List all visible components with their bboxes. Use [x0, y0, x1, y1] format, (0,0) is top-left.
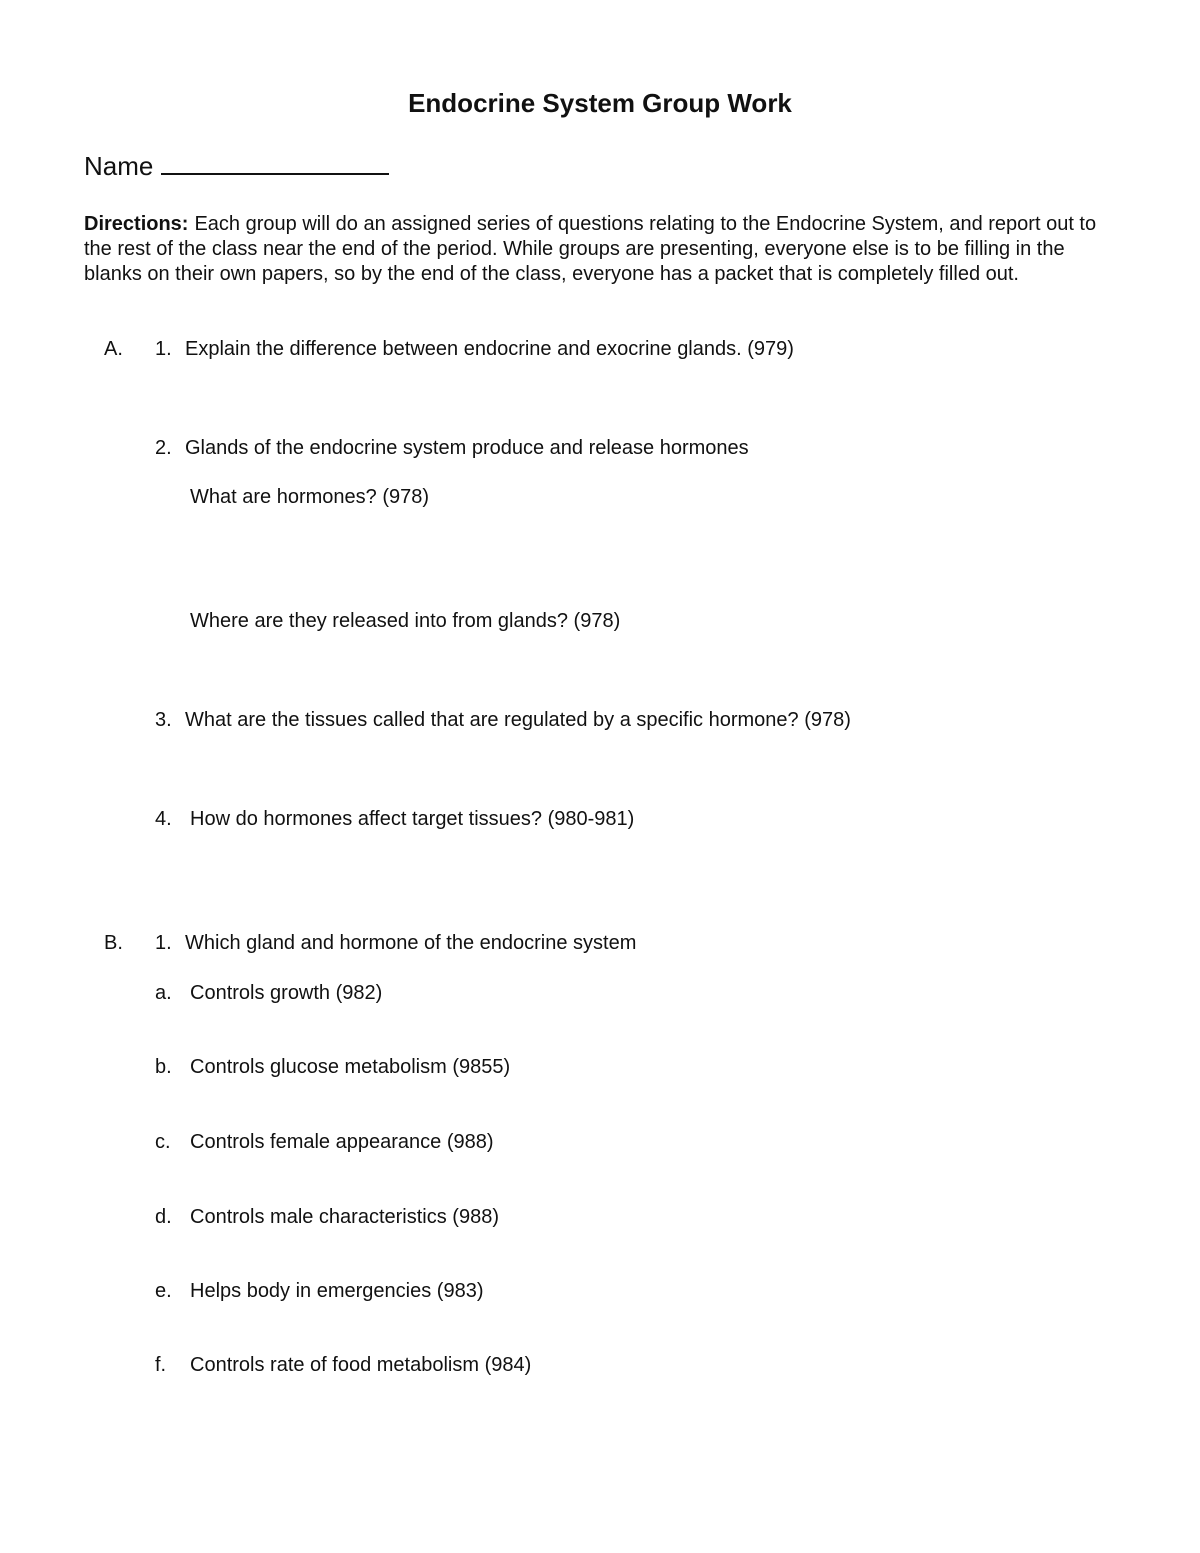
item-text: Controls female appearance (988)	[190, 1131, 494, 1153]
item-text: Helps body in emergencies (983)	[190, 1280, 484, 1302]
item-letter: c.	[155, 1131, 171, 1153]
question-a4-text: How do hormones affect target tissues? (980-981)	[190, 808, 635, 830]
question-a2-number: 2.	[155, 437, 172, 459]
item-letter: d.	[155, 1206, 172, 1228]
item-text: Controls glucose metabolism (9855)	[190, 1056, 511, 1078]
item-letter: a.	[155, 982, 172, 1004]
section-b-label: B.	[104, 932, 123, 954]
question-b1-text: Which gland and hormone of the endocrine system	[185, 932, 637, 954]
directions-label: Directions:	[84, 213, 189, 235]
item-text: Controls growth (982)	[190, 982, 383, 1004]
name-row	[84, 149, 389, 181]
item-letter: e.	[155, 1280, 172, 1302]
section-a-label: A.	[104, 338, 123, 360]
item-text: Controls rate of food metabolism (984)	[190, 1354, 532, 1376]
question-a1-text: Explain the difference between endocrine and exocrine glands. (979)	[185, 338, 794, 360]
item-letter: f.	[155, 1354, 167, 1376]
question-a3-number: 3.	[155, 709, 172, 731]
question-a1-number: 1.	[155, 338, 172, 360]
question-a3-text: What are the tissues called that are regulated by a specific hormone? (978)	[185, 709, 851, 731]
item-letter: b.	[155, 1056, 172, 1078]
item-text: Controls male characteristics (988)	[190, 1206, 499, 1228]
question-a2-sub-2: Where are they released into from glands? (978)	[190, 610, 621, 632]
name-blank-line	[161, 149, 389, 175]
question-b1-number: 1.	[155, 932, 172, 954]
question-a2-sub-1: What are hormones? (978)	[190, 486, 430, 508]
directions-text: Each group will do an assigned series of questions relating to the Endocrine System, and report out to the rest of the class near the end of the period. While groups are presenting, everyone else is to be filling in the blanks on their own papers, so by the end of the class, everyone has a packet that is completely filled out.	[84, 213, 1097, 285]
page-title: Endocrine System Group Work	[408, 88, 792, 118]
directions-paragraph	[84, 212, 1114, 287]
name-label: Name	[84, 151, 154, 181]
question-a4-number: 4.	[155, 808, 172, 830]
question-a2-text: Glands of the endocrine system produce and release hormones	[185, 437, 749, 459]
